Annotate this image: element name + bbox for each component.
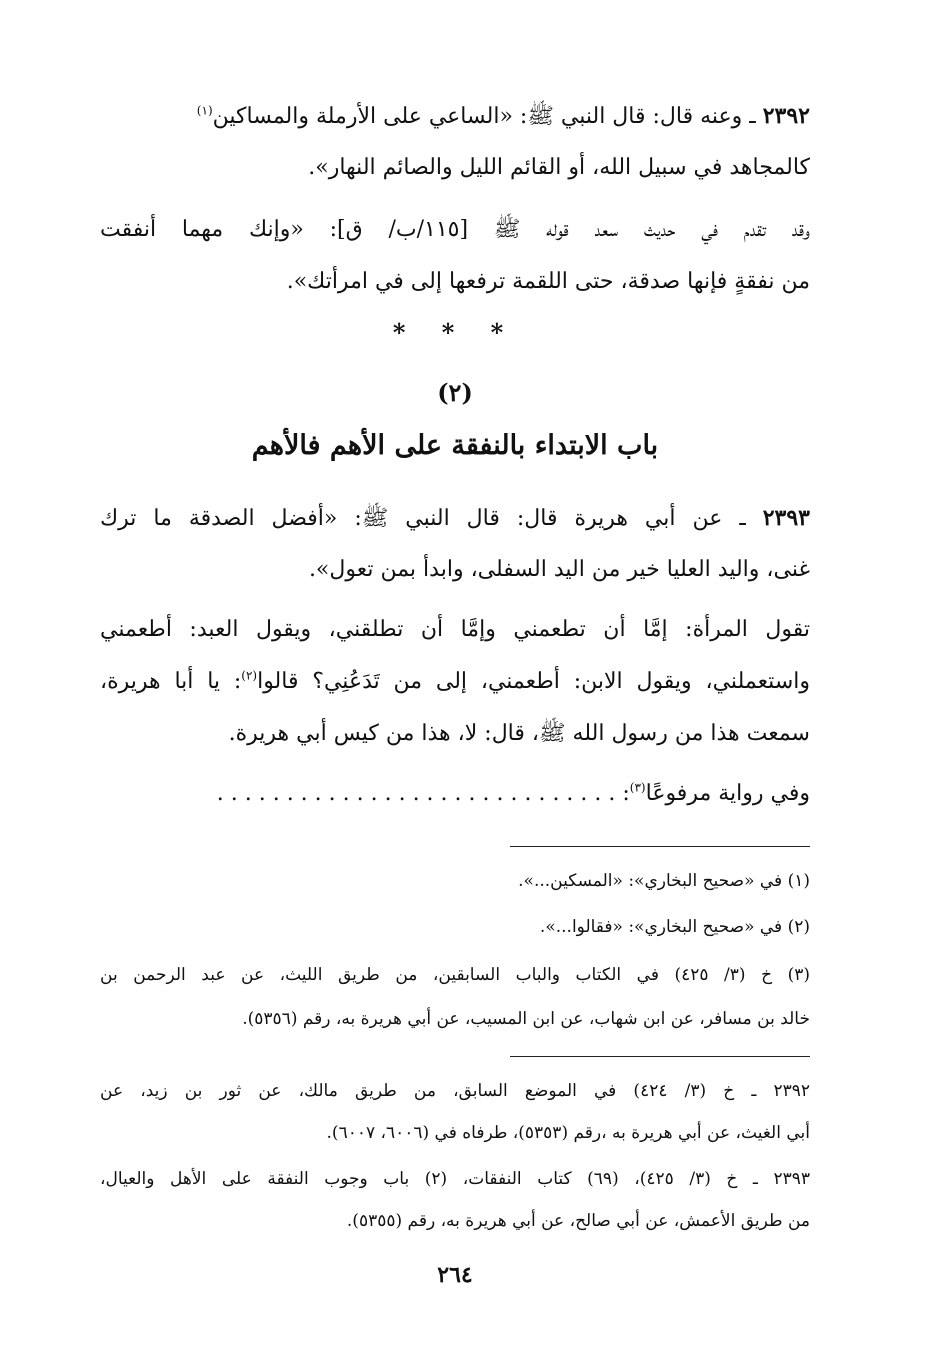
sources-divider: [510, 1056, 810, 1057]
source-2393-line-1: ٢٣٩٣ ـ خ (٣/ ٤٢٥)، (٦٩) كتاب النفقات، (٢) باب وجوب النفقة على الأهل والعيال،: [100, 1169, 810, 1189]
footnote-1: (١) في «صحيح البخاري»: «المسكين...».: [518, 871, 810, 891]
hadith-2393-line-4: واستعملني، ويقول الابن: أطعمني، إلى من تَدَعُنِي؟ قالوا$^{(٢)}$: يا أبا هريرة،: [100, 668, 810, 694]
footnote-2: (٢) في «صحيح البخاري»: «فقالوا...».: [539, 917, 810, 937]
chapter-number: (٢): [437, 378, 473, 407]
footnote-ref: (٢): [241, 668, 258, 683]
hadith-2393-line-1: ٢٣٩٣ ـ عن أبي هريرة قال: قال النبي ﷺ: «أفضل الصدقة ما ترك: [100, 505, 810, 531]
hadith-2392-line-2: كالمجاهد في سبيل الله، أو القائم الليل والصائم النهار».: [308, 155, 810, 180]
footnote-3-line-1: (٣) خ (٣/ ٤٢٥) في الكتاب والباب السابقين، من طريق الليث، عن عبد الرحمن بن: [100, 965, 810, 985]
hadith-2393-line-3: تقول المرأة: إمَّا أن تطعمني وإمَّا أن تطلقني، ويقول العبد: أطعمني: [100, 617, 810, 642]
hadith-2392-note-line-2: من نفقةٍ فإنها صدقة، حتى اللقمة ترفعها إلى في امرأتك».: [286, 269, 810, 294]
source-2392-line-1: ٢٣٩٢ ـ خ (٣/ ٤٢٤) في الموضع السابق، من طريق مالك، عن ثور بن زيد، عن: [100, 1081, 810, 1101]
hadith-2392-note-line-1: وقد تقدم في حديث سعد قوله ﷺ [١١٥/ب/ ق]: «وإنك مهما أنفقت: [100, 217, 810, 242]
source-2393-line-2: من طريق الأعمش، عن أبي صالح، عن أبي هريرة به، رقم (٥٣٥٥).: [346, 1211, 810, 1231]
section-separator: * * *: [392, 318, 518, 347]
book-page: [100, 0, 810, 1370]
hadith-number: ٢٣٩٣: [762, 505, 810, 531]
footnote-divider: [510, 846, 810, 847]
hadith-2393-line-2: غنى، واليد العليا خير من اليد السفلى، وابدأ بمن تعول».: [308, 557, 810, 582]
source-2392-line-2: أبي الغيث، عن أبي هريرة به ،رقم (٥٣٥٣)، طرفاه في (٦٠٠٦، ٦٠٠٧).: [326, 1123, 810, 1143]
hadith-2392-line-1: ٢٣٩٢ ـ وعنه قال: قال النبي ﷺ: «الساعي على الأرملة والمساكين$^{(١)}$: [196, 103, 810, 129]
hadith-2393-line-5: سمعت هذا من رسول الله ﷺ، قال: لا، هذا من كيس أبي هريرة.: [228, 721, 810, 746]
footnote-ref: (٣): [629, 780, 646, 795]
hadith-number: ٢٣٩٢: [762, 103, 810, 129]
footnote-3-line-2: خالد بن مسافر، عن ابن شهاب، عن ابن المسيب، عن أبي هريرة به، رقم (٥٣٥٦).: [242, 1009, 810, 1029]
footnote-ref: (١): [196, 103, 213, 118]
hadith-2393-line-6: وفي رواية مرفوعًا$^{(٣)}$: . . . . . . . . . . . . . . . . . . . . . . . . . . . . .: [216, 780, 810, 806]
page-number: ٢٦٤: [437, 1262, 473, 1288]
chapter-title: باب الابتداء بالنفقة على الأهم فالأهم: [251, 430, 659, 461]
